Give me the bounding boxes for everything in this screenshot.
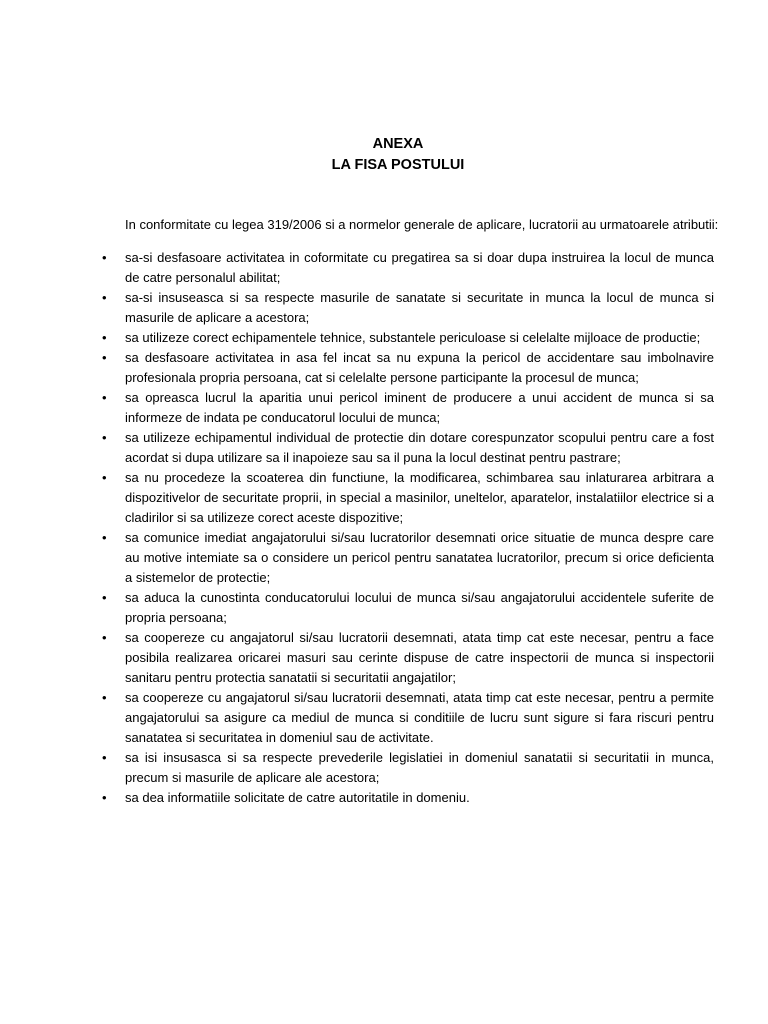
list-item xyxy=(0,328,714,348)
bullet-icon: • xyxy=(102,350,107,365)
bullet-icon: • xyxy=(102,430,107,445)
list-item xyxy=(0,628,714,688)
bullet-icon: • xyxy=(102,250,107,265)
list-item xyxy=(0,528,714,588)
intro-paragraph: In conformitate cu legea 319/2006 si a normelor generale de aplicare, lucratorii au urmatoarele atributii: xyxy=(125,217,719,232)
list-item xyxy=(0,428,714,468)
bullet-icon: • xyxy=(102,290,107,305)
list-item-text: sa opreasca lucrul la aparitia unui pericol iminent de producere a unui accident de munca si sa informeze de indata pe conducatorul locului de munca; xyxy=(125,390,714,425)
list-item-text: sa nu procedeze la scoaterea din functiune, la modificarea, schimbarea sau inlaturarea arbitrara a dispozitivelor de securitate proprii, in special a masinilor, uneltelor, aparatelor, instalatiilor electrice si a cladirilor si sa utilizeze corect aceste dispozitive; xyxy=(125,470,714,525)
bullet-icon: • xyxy=(102,470,107,485)
bullet-icon: • xyxy=(102,590,107,605)
list-item-text: sa utilizeze corect echipamentele tehnice, substantele periculoase si celelalte mijloace de productie; xyxy=(125,330,701,345)
list-item xyxy=(0,288,714,328)
list-item-text: sa-si insuseasca si sa respecte masurile de sanatate si securitate in munca la locul de munca si masurile de aplicare a acestora; xyxy=(125,290,714,325)
list-item xyxy=(0,748,714,788)
bullet-icon: • xyxy=(102,750,107,765)
bullet-icon: • xyxy=(102,630,107,645)
list-item xyxy=(0,348,714,388)
bullet-icon: • xyxy=(102,530,107,545)
list-item-text: sa coopereze cu angajatorul si/sau lucratorii desemnati, atata timp cat este necesar, pentru a face posibila realizarea oricarei masuri sau cerinte dispuse de catre inspectorii de munca si inspectorii sanitaru pentru protectia sanatatii si securitatii angajatilor; xyxy=(125,630,714,685)
title-line-fisa-postului: LA FISA POSTULUI xyxy=(331,157,465,173)
list-item-text: sa coopereze cu angajatorul si/sau lucratorii desemnati, atata timp cat este necesar, pentru a permite angajatorului sa asigure ca mediul de munca si conditiile de lucru sunt sigure si fara riscuri pentru sanatatea si securitatea in domeniul sau de activitate. xyxy=(125,690,714,745)
bullet-icon: • xyxy=(102,390,107,405)
list-item xyxy=(0,388,714,428)
document-title xyxy=(0,134,768,176)
title-line-anexa: ANEXA xyxy=(372,136,424,152)
list-item-text: sa comunice imediat angajatorului si/sau lucratorilor desemnati orice situatie de munca despre care au motive intemiate sa o considere un pericol pentru sanatatea lucratorilor, precum si orice deficienta a sistemelor de protectie; xyxy=(125,530,714,585)
list-item xyxy=(0,788,714,808)
list-item-text: sa desfasoare activitatea in asa fel incat sa nu expuna la pericol de accidentare sau imbolnavire profesionala propria persoana, cat si celelalte persone participante la procesul de munca; xyxy=(125,350,714,385)
list-item-text: sa isi insusasca si sa respecte prevederile legislatiei in domeniul sanatatii si securitatii in munca, precum si masurile de aplicare ale acestora; xyxy=(125,750,714,785)
bullet-icon: • xyxy=(102,330,107,345)
bullet-icon: • xyxy=(102,690,107,705)
list-item xyxy=(0,688,714,748)
bullet-icon: • xyxy=(102,790,107,805)
list-item-text: sa-si desfasoare activitatea in coformitate cu pregatirea sa si doar dupa instruirea la locul de munca de catre personalul abilitat; xyxy=(125,250,714,285)
list-item-text: sa aduca la cunostinta conducatorului locului de munca si/sau angajatorului accidentele suferite de propria persoana; xyxy=(125,590,714,625)
duties-list xyxy=(0,248,768,808)
list-item xyxy=(0,588,714,628)
list-item xyxy=(0,468,714,528)
list-item-text: sa utilizeze echipamentul individual de protectie din dotare corespunzator scopului pentru care a fost acordat si dupa utilizare sa il inapoieze sau sa il puna la locul destinat pentru pastrare; xyxy=(125,430,714,465)
list-item xyxy=(0,248,714,288)
list-item-text: sa dea informatiile solicitate de catre autoritatile in domeniu. xyxy=(125,790,470,805)
